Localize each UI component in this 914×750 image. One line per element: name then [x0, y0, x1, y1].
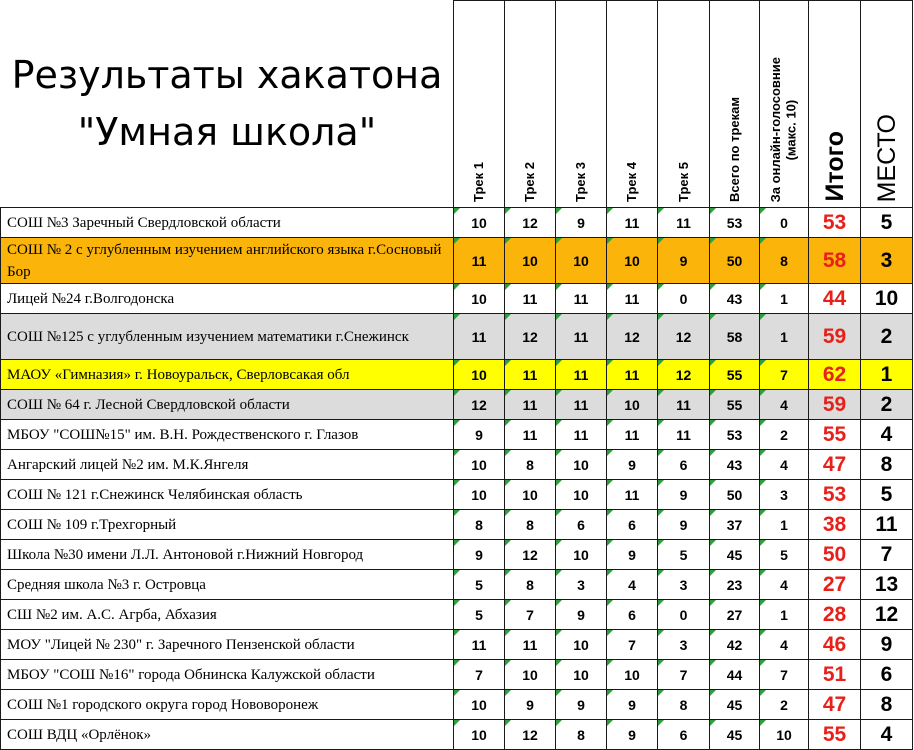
track-4-score: 11 [607, 360, 658, 390]
header-row [1, 1, 913, 208]
table-row [1, 630, 913, 660]
sum-tracks-score: 50 [710, 480, 760, 510]
sum-tracks-score: 45 [710, 720, 760, 750]
table-row [1, 208, 913, 238]
online-vote-score: 1 [760, 284, 809, 314]
total-score: 51 [809, 660, 861, 690]
header-track-2: Трек 2 [505, 1, 556, 208]
track-2-score: 7 [505, 600, 556, 630]
place: 9 [861, 630, 913, 660]
track-4-score: 11 [607, 284, 658, 314]
table-row [1, 284, 913, 314]
school-name: СШ №2 им. А.С. Агрба, Абхазия [1, 600, 454, 630]
school-name: МБОУ "СОШ №16" города Обнинска Калужской области [1, 660, 454, 690]
track-1-score: 10 [454, 360, 505, 390]
track-3-score: 10 [556, 540, 607, 570]
header-online-vote [760, 1, 809, 208]
online-vote-score: 4 [760, 630, 809, 660]
track-1-score: 12 [454, 390, 505, 420]
school-name: Средняя школа №3 г. Островца [1, 570, 454, 600]
header-place: МЕСТО [861, 1, 913, 208]
total-score: 59 [809, 390, 861, 420]
track-2-score: 8 [505, 510, 556, 540]
track-2-score: 11 [505, 284, 556, 314]
track-2-score: 11 [505, 390, 556, 420]
header-sum-tracks: Всего по трекам [710, 1, 760, 208]
track-4-score: 9 [607, 450, 658, 480]
total-score: 28 [809, 600, 861, 630]
track-5-score: 8 [658, 690, 710, 720]
table-row [1, 570, 913, 600]
track-1-score: 7 [454, 660, 505, 690]
track-4-score: 6 [607, 600, 658, 630]
place: 7 [861, 540, 913, 570]
sum-tracks-score: 44 [710, 660, 760, 690]
track-2-score: 11 [505, 420, 556, 450]
sum-tracks-score: 37 [710, 510, 760, 540]
online-vote-score: 1 [760, 600, 809, 630]
table-row [1, 390, 913, 420]
school-name: СОШ №3 Заречный Свердловской области [1, 208, 454, 238]
online-vote-score: 4 [760, 570, 809, 600]
school-name: МАОУ «Гимназия» г. Новоуральск, Сверловсакая обл [1, 360, 454, 390]
track-5-score: 12 [658, 314, 710, 360]
track-3-score: 3 [556, 570, 607, 600]
track-3-score: 11 [556, 420, 607, 450]
track-5-score: 3 [658, 570, 710, 600]
sum-tracks-score: 45 [710, 690, 760, 720]
track-5-score: 6 [658, 720, 710, 750]
school-name: СОШ №125 с углубленным изучением математики г.Снежинск [1, 314, 454, 360]
track-3-score: 10 [556, 450, 607, 480]
sum-tracks-score: 23 [710, 570, 760, 600]
track-4-score: 10 [607, 238, 658, 284]
track-3-score: 10 [556, 238, 607, 284]
track-2-score: 10 [505, 238, 556, 284]
track-3-score: 10 [556, 480, 607, 510]
track-1-score: 9 [454, 540, 505, 570]
track-4-score: 9 [607, 540, 658, 570]
online-vote-score: 8 [760, 238, 809, 284]
track-5-score: 9 [658, 238, 710, 284]
track-2-score: 10 [505, 660, 556, 690]
track-1-score: 10 [454, 208, 505, 238]
school-name: СОШ № 121 г.Снежинск Челябинская область [1, 480, 454, 510]
track-1-score: 11 [454, 630, 505, 660]
track-3-score: 11 [556, 360, 607, 390]
place: 8 [861, 450, 913, 480]
track-4-score: 11 [607, 208, 658, 238]
total-score: 44 [809, 284, 861, 314]
online-vote-line-1: За онлайн-голосовние [768, 56, 784, 202]
total-score: 38 [809, 510, 861, 540]
place: 12 [861, 600, 913, 630]
track-2-score: 8 [505, 450, 556, 480]
table-row [1, 360, 913, 390]
track-1-score: 10 [454, 450, 505, 480]
sum-tracks-score: 55 [710, 390, 760, 420]
table-row [1, 238, 913, 284]
place: 1 [861, 360, 913, 390]
track-1-score: 5 [454, 600, 505, 630]
place: 10 [861, 284, 913, 314]
school-name: СОШ №1 городского округа город Нововоронеж [1, 690, 454, 720]
total-score: 55 [809, 420, 861, 450]
total-score: 59 [809, 314, 861, 360]
total-score: 47 [809, 450, 861, 480]
track-2-score: 11 [505, 360, 556, 390]
sum-tracks-score: 43 [710, 284, 760, 314]
track-3-score: 10 [556, 630, 607, 660]
track-2-score: 8 [505, 570, 556, 600]
track-4-score: 10 [607, 660, 658, 690]
track-5-score: 11 [658, 208, 710, 238]
track-3-score: 6 [556, 510, 607, 540]
track-4-score: 11 [607, 420, 658, 450]
track-4-score: 7 [607, 630, 658, 660]
sum-tracks-score: 58 [710, 314, 760, 360]
place: 2 [861, 390, 913, 420]
place: 6 [861, 660, 913, 690]
online-vote-score: 5 [760, 540, 809, 570]
track-3-score: 8 [556, 720, 607, 750]
table-row [1, 660, 913, 690]
track-3-score: 9 [556, 208, 607, 238]
track-5-score: 3 [658, 630, 710, 660]
online-vote-score: 2 [760, 420, 809, 450]
online-vote-line-2: (макс. 10) [784, 99, 799, 160]
track-4-score: 12 [607, 314, 658, 360]
track-5-score: 0 [658, 600, 710, 630]
table-row [1, 314, 913, 360]
school-name: Ангарский лицей №2 им. М.К.Янгеля [1, 450, 454, 480]
place: 2 [861, 314, 913, 360]
track-3-score: 11 [556, 390, 607, 420]
sum-tracks-score: 53 [710, 420, 760, 450]
sum-tracks-score: 45 [710, 540, 760, 570]
track-3-score: 11 [556, 314, 607, 360]
place: 3 [861, 238, 913, 284]
track-2-score: 12 [505, 540, 556, 570]
sum-tracks-score: 55 [710, 360, 760, 390]
place: 5 [861, 208, 913, 238]
place: 13 [861, 570, 913, 600]
table-row [1, 450, 913, 480]
online-vote-score: 3 [760, 480, 809, 510]
total-score: 62 [809, 360, 861, 390]
total-score: 53 [809, 480, 861, 510]
place: 4 [861, 720, 913, 750]
track-3-score: 11 [556, 284, 607, 314]
online-vote-score: 1 [760, 314, 809, 360]
header-track-3: Трек 3 [556, 1, 607, 208]
online-vote-score: 1 [760, 510, 809, 540]
online-vote-score: 7 [760, 660, 809, 690]
header-total: Итого [809, 1, 861, 208]
track-1-score: 5 [454, 570, 505, 600]
track-2-score: 10 [505, 480, 556, 510]
track-4-score: 4 [607, 570, 658, 600]
school-name: Школа №30 имени Л.Л. Антоновой г.Нижний Новгород [1, 540, 454, 570]
place: 5 [861, 480, 913, 510]
track-4-score: 10 [607, 390, 658, 420]
track-5-score: 12 [658, 360, 710, 390]
track-2-score: 12 [505, 720, 556, 750]
track-1-score: 11 [454, 314, 505, 360]
online-vote-score: 10 [760, 720, 809, 750]
track-3-score: 10 [556, 660, 607, 690]
track-4-score: 11 [607, 480, 658, 510]
school-name: МБОУ "СОШ№15" им. В.Н. Рождественского г. Глазов [1, 420, 454, 450]
page-title [1, 1, 454, 208]
header-track-1: Трек 1 [454, 1, 505, 208]
total-score: 46 [809, 630, 861, 660]
online-vote-score: 7 [760, 360, 809, 390]
results-body [1, 208, 913, 750]
track-5-score: 9 [658, 480, 710, 510]
total-score: 58 [809, 238, 861, 284]
track-5-score: 7 [658, 660, 710, 690]
track-1-score: 10 [454, 690, 505, 720]
track-4-score: 6 [607, 510, 658, 540]
track-5-score: 11 [658, 420, 710, 450]
track-1-score: 11 [454, 238, 505, 284]
table-row [1, 600, 913, 630]
school-name: СОШ № 64 г. Лесной Свердловской области [1, 390, 454, 420]
school-name: СОШ ВДЦ «Орлёнок» [1, 720, 454, 750]
place: 4 [861, 420, 913, 450]
track-1-score: 10 [454, 480, 505, 510]
school-name: МОУ "Лицей № 230" г. Заречного Пензенской области [1, 630, 454, 660]
track-2-score: 11 [505, 630, 556, 660]
total-score: 27 [809, 570, 861, 600]
header-track-4: Трек 4 [607, 1, 658, 208]
track-1-score: 9 [454, 420, 505, 450]
table-row [1, 720, 913, 750]
track-5-score: 0 [658, 284, 710, 314]
table-row [1, 480, 913, 510]
online-vote-score: 0 [760, 208, 809, 238]
sum-tracks-score: 50 [710, 238, 760, 284]
school-name: СОШ № 2 с углубленным изучением английского языка г.Сосновый Бор [1, 238, 454, 284]
total-score: 47 [809, 690, 861, 720]
track-5-score: 9 [658, 510, 710, 540]
place: 11 [861, 510, 913, 540]
table-row [1, 690, 913, 720]
track-2-score: 12 [505, 208, 556, 238]
table-row [1, 510, 913, 540]
track-1-score: 10 [454, 720, 505, 750]
sum-tracks-score: 43 [710, 450, 760, 480]
track-5-score: 6 [658, 450, 710, 480]
track-2-score: 9 [505, 690, 556, 720]
total-score: 50 [809, 540, 861, 570]
track-4-score: 9 [607, 720, 658, 750]
track-5-score: 11 [658, 390, 710, 420]
track-3-score: 9 [556, 690, 607, 720]
track-3-score: 9 [556, 600, 607, 630]
header-track-5: Трек 5 [658, 1, 710, 208]
track-5-score: 5 [658, 540, 710, 570]
track-1-score: 10 [454, 284, 505, 314]
sum-tracks-score: 53 [710, 208, 760, 238]
place: 8 [861, 690, 913, 720]
school-name: Лицей №24 г.Волгодонска [1, 284, 454, 314]
total-score: 53 [809, 208, 861, 238]
online-vote-score: 4 [760, 450, 809, 480]
total-score: 55 [809, 720, 861, 750]
online-vote-score: 4 [760, 390, 809, 420]
table-row [1, 540, 913, 570]
sum-tracks-score: 27 [710, 600, 760, 630]
table-row [1, 420, 913, 450]
sum-tracks-score: 42 [710, 630, 760, 660]
school-name: СОШ № 109 г.Трехгорный [1, 510, 454, 540]
track-2-score: 12 [505, 314, 556, 360]
track-1-score: 8 [454, 510, 505, 540]
track-4-score: 9 [607, 690, 658, 720]
online-vote-score: 2 [760, 690, 809, 720]
title-line-2: "Умная школа" [77, 110, 377, 154]
title-line-1: Результаты хакатона [11, 53, 443, 97]
